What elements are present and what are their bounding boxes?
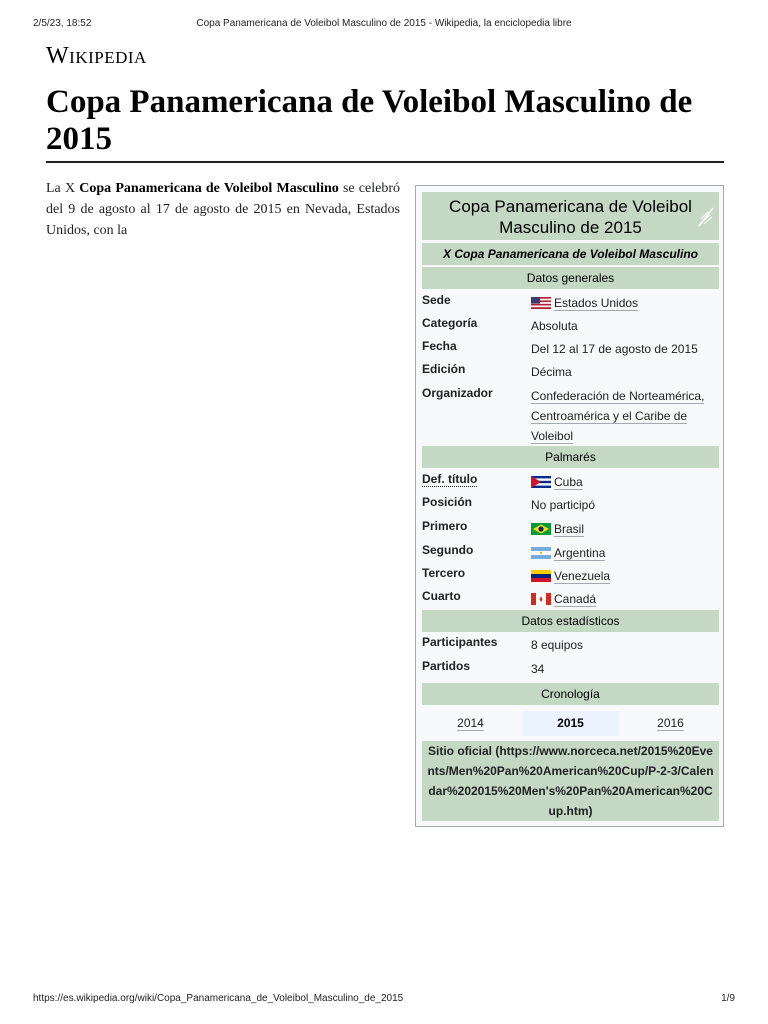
value-participantes: 8 equipos (531, 638, 584, 652)
chronology-prev-link[interactable] (422, 711, 519, 736)
argentina-flag-icon (531, 547, 551, 559)
link-argentina[interactable]: Argentina (554, 546, 606, 560)
section-datos-generales: Datos generales (422, 267, 719, 289)
canada-flag-icon (531, 593, 551, 605)
label-organizador: Organizador (422, 386, 493, 400)
value-tercero (531, 566, 721, 586)
infobox-subtitle: X Copa Panamericana de Voleibol Masculino (422, 243, 719, 265)
chronology-nav (422, 711, 719, 736)
us-flag-icon (531, 297, 551, 309)
infobox (415, 185, 724, 827)
value-segundo (531, 543, 721, 563)
infobox-title-text: Copa Panamericana de Voleibol Masculino de 2015 (449, 197, 692, 237)
value-sede (531, 293, 721, 313)
label-posicion: Posición (422, 495, 473, 509)
label-participantes: Participantes (422, 635, 498, 649)
print-page-number: 1/9 (721, 993, 735, 1004)
print-url: https://es.wikipedia.org/wiki/Copa_Panamericana_de_Voleibol_Masculino_de_2015 (33, 993, 404, 1004)
label-sede: Sede (422, 293, 451, 307)
link-canada[interactable]: Canadá (554, 592, 597, 606)
cuba-flag-icon (531, 476, 551, 488)
section-cronologia: Cronología (422, 683, 719, 705)
brazil-flag-icon (531, 523, 551, 535)
print-page-title: Copa Panamericana de Voleibol Masculino de 2015 - Wikipedia, la enciclopedia libre (196, 18, 572, 29)
value-cuarto (531, 589, 721, 609)
venezuela-flag-icon (531, 570, 551, 582)
print-datetime: 2/5/23, 18:52 (33, 18, 92, 29)
label-def-titulo: Def. título (422, 472, 478, 486)
value-edicion: Décima (531, 365, 572, 379)
value-posicion: No participó (531, 498, 596, 512)
label-primero: Primero (422, 519, 468, 533)
title-divider (46, 161, 724, 163)
chronology-current: 2015 (522, 711, 619, 736)
label-edicion: Edición (422, 362, 466, 376)
value-def-titulo (531, 472, 721, 492)
section-palmares: Palmarés (422, 446, 719, 468)
value-categoria: Absoluta (531, 319, 578, 333)
lead-bold-name: Copa Panamericana de Voleibol Masculino (79, 181, 339, 196)
label-fecha: Fecha (422, 339, 457, 353)
page-title: Copa Panamericana de Voleibol Masculino de 2015 (46, 84, 693, 157)
link-organizador[interactable]: Confederación de Norteamérica, Centroamérica y el Caribe de Voleibol (531, 389, 705, 443)
value-organizador (531, 386, 721, 446)
chronology-next-link[interactable] (622, 711, 719, 736)
link-cuba[interactable]: Cuba (554, 475, 583, 489)
chronology-next-text[interactable]: 2016 (657, 716, 684, 730)
label-categoria: Categoría (422, 316, 478, 330)
lead-paragraph (46, 178, 400, 241)
label-segundo: Segundo (422, 543, 474, 557)
section-datos-estadisticos: Datos estadísticos (422, 610, 719, 632)
print-header (0, 18, 768, 32)
link-estados-unidos[interactable]: Estados Unidos (554, 296, 639, 310)
value-partidos: 34 (531, 662, 545, 676)
volleyball-feather-icon (697, 206, 715, 228)
label-tercero: Tercero (422, 566, 466, 580)
label-cuarto: Cuarto (422, 589, 461, 603)
link-brasil[interactable]: Brasil (554, 522, 585, 536)
label-partidos: Partidos (422, 659, 471, 673)
wikipedia-wordmark[interactable]: Wikipedia (46, 43, 147, 69)
value-primero (531, 519, 721, 539)
lead-text-post: se celebró del 9 de agosto al 17 de agosto de 2015 en Nevada, Estados Unidos, con la (46, 181, 400, 238)
lead-text-pre: La X (46, 181, 80, 196)
link-venezuela[interactable]: Venezuela (554, 569, 611, 583)
official-site-link[interactable]: Sitio oficial (https://www.norceca.net/2015%20Events/Men%20Pan%20American%20Cup/P-2-3/Calendar%202015%20Men's%20Pan%20American%20Cup.htm) (422, 741, 719, 821)
chronology-prev-text[interactable]: 2014 (457, 716, 484, 730)
value-fecha: Del 12 al 17 de agosto de 2015 (531, 342, 698, 356)
infobox-title (422, 192, 719, 240)
